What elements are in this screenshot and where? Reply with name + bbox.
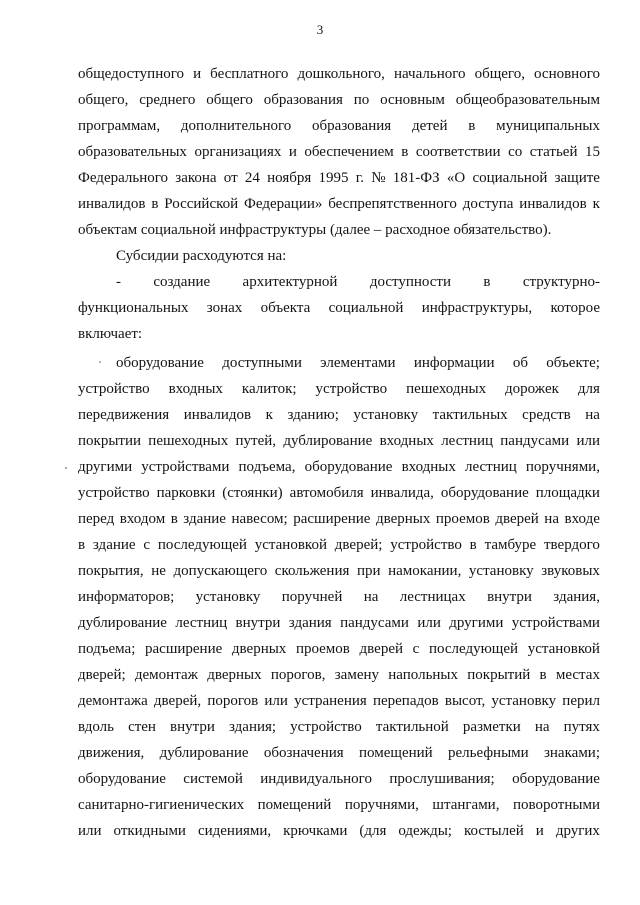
text-line: дверей; демонтаж дверных порогов, замену напольных покрытий в местах [78, 667, 600, 683]
text-line: функциональных зонах объекта социальной инфраструктуры, которое [78, 300, 600, 316]
text-line: устройство входных калиток; устройство пешеходных дорожек для [78, 381, 600, 397]
text-line: объектам социальной инфраструктуры (далее – расходное обязательство). [78, 222, 552, 238]
text-line: подъема; расширение дверных проемов дверей с последующей установкой [78, 641, 600, 657]
text-line: образовательных организациях и обеспечением в соответствии со статьей 15 [78, 144, 600, 160]
text-line: или откидными сидениями, крючками (для одежды; костылей и других [78, 823, 600, 839]
text-line: демонтажа дверей, порогов или устранения перепадов высот, установку перил [78, 693, 600, 709]
text-line: передвижения инвалидов к зданию; установку тактильных средств на [78, 407, 600, 423]
list-item-line: - создание архитектурной доступности в структурно- [116, 274, 600, 290]
text-line: общедоступного и бесплатного дошкольного, начального общего, основного [78, 66, 600, 82]
text-line: включает: [78, 326, 143, 342]
scan-dot [99, 361, 101, 363]
text-line: программам, дополнительного образования детей в муниципальных [78, 118, 600, 134]
text-line: оборудование системой индивидуального прослушивания; оборудование [78, 771, 600, 787]
text-line: перед входом в здание навесом; расширение дверных проемов дверей на входе [78, 511, 600, 527]
text-line: покрытия, не допускающего скольжения при намокании, установку звуковых [78, 563, 600, 579]
text-line: движения, дублирование обозначения помещений рельефными знаками; [78, 745, 600, 761]
text-line: инвалидов в Российской Федерации» беспрепятственного доступа инвалидов к [78, 196, 600, 212]
text-line: информаторов; установку поручней на лестницах внутри здания, [78, 589, 600, 605]
text-line: вдоль стен внутри здания; устройство тактильной разметки на путях [78, 719, 600, 735]
text-line: в здание с последующей установкой дверей; устройство в тамбуре твердого [78, 537, 600, 553]
page-number: 3 [316, 22, 324, 37]
text-line: устройство парковки (стоянки) автомобиля инвалида, оборудование площадки [78, 485, 600, 501]
paragraph-heading: Субсидии расходуются на: [116, 248, 287, 264]
text-line: санитарно-гигиенических помещений поручнями, штангами, поворотными [78, 797, 600, 813]
text-line: покрытии пешеходных путей, дублирование входных лестниц пандусами или [78, 433, 600, 449]
text-line: дублирование лестниц внутри здания пандусами или другими устройствами [78, 615, 600, 631]
text-line: другими устройствами подъема, оборудование входных лестниц поручнями, [78, 459, 600, 475]
text-line: оборудование доступными элементами информации об объекте; [116, 355, 600, 371]
text-line: общего, среднего общего образования по основным общеобразовательным [78, 92, 600, 108]
scan-dot [65, 467, 67, 469]
text-line: Федерального закона от 24 ноября 1995 г. № 181-ФЗ «О социальной защите [78, 170, 600, 186]
